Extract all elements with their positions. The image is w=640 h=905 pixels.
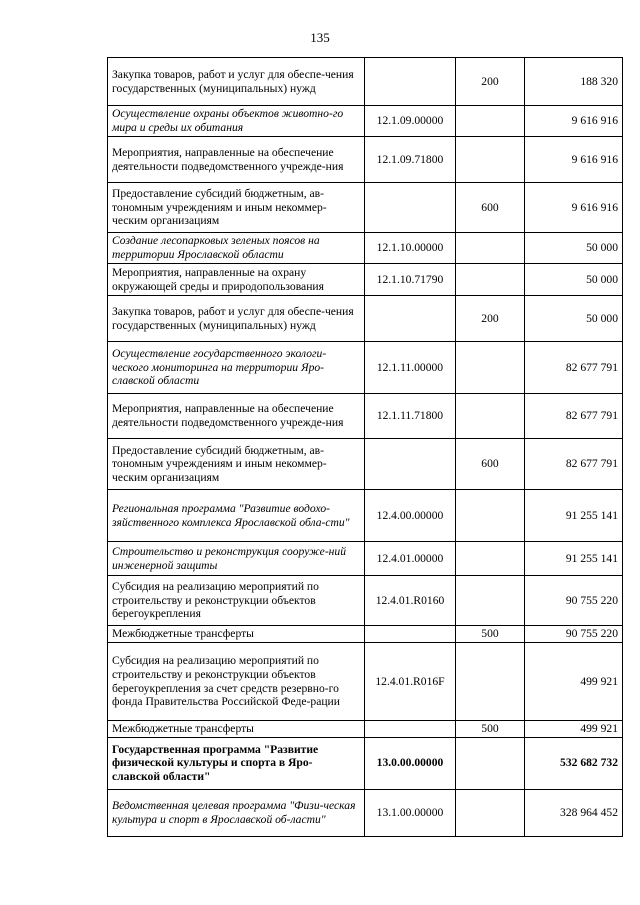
row-name: Государственная программа "Развитие физической культуры и спорта в Яро-славской области" [112, 742, 319, 783]
table-row [108, 296, 623, 342]
row-name: Мероприятия, направленные на обеспечение деятельности подведомственного учрежде-ния [112, 402, 344, 429]
row-sum: 188 320 [525, 58, 623, 106]
row-name: Осуществление государственного экологи-ческого мониторинга на территории Яро-славской области [112, 347, 327, 388]
table-row [108, 183, 623, 233]
row-sum: 50 000 [525, 233, 623, 264]
table-row [108, 626, 623, 643]
row-name: Субсидия на реализацию мероприятий по строительству и реконструкции объектов берегоукрепления за счет средств резервно-го фонда Правительства Российской Феде-рации [112, 654, 340, 709]
row-expense-type [456, 643, 525, 721]
row-sum: 82 677 791 [525, 342, 623, 394]
row-name-cell [108, 58, 365, 106]
row-name-cell [108, 264, 365, 296]
row-sum: 328 964 452 [525, 789, 623, 836]
row-expense-type: 500 [456, 626, 525, 643]
row-expense-type [456, 576, 525, 626]
row-name-cell [108, 439, 365, 490]
row-name-cell [108, 490, 365, 542]
row-expense-type [456, 789, 525, 836]
row-name: Межбюджетные трансферты [112, 627, 254, 641]
row-expense-type [456, 106, 525, 137]
row-name: Субсидия на реализацию мероприятий по строительству и реконструкции объектов берегоукрепления [112, 580, 319, 621]
row-code: 12.4.01.00000 [365, 542, 456, 576]
row-name-cell [108, 342, 365, 394]
row-name: Предоставление субсидий бюджетным, ав-тономным учреждениям и иным некоммер-ческим организациям [112, 187, 327, 228]
row-name-cell [108, 296, 365, 342]
row-expense-type [456, 737, 525, 789]
row-code [365, 183, 456, 233]
row-expense-type: 500 [456, 721, 525, 738]
budget-table-body [108, 58, 623, 837]
row-name-cell [108, 542, 365, 576]
table-row [108, 490, 623, 542]
row-name-cell [108, 106, 365, 137]
table-row [108, 264, 623, 296]
row-name-cell [108, 737, 365, 789]
row-expense-type: 200 [456, 58, 525, 106]
table-row [108, 342, 623, 394]
row-name-cell [108, 576, 365, 626]
row-expense-type [456, 264, 525, 296]
budget-table [107, 57, 623, 837]
row-expense-type [456, 490, 525, 542]
row-sum: 90 755 220 [525, 626, 623, 643]
row-name: Межбюджетные трансферты [112, 722, 254, 735]
table-row [108, 439, 623, 490]
row-code: 13.0.00.00000 [365, 737, 456, 789]
row-name: Предоставление субсидий бюджетным, ав-тономным учреждениям и иным некоммер-ческим организациям [112, 443, 327, 484]
row-name: Региональная программа "Развитие водохо-зяйственного комплекса Ярославской обла-сти" [112, 501, 350, 529]
row-code: 12.4.01.R0160 [365, 576, 456, 626]
table-row [108, 233, 623, 264]
row-name: Ведомственная целевая программа "Физи-ческая культура и спорт в Ярославской об-ласти" [112, 799, 356, 826]
row-code: 12.1.10.00000 [365, 233, 456, 264]
row-name: Закупка товаров, работ и услуг для обеспе-чения государственных (муниципальных) нужд [112, 67, 354, 95]
row-expense-type: 600 [456, 183, 525, 233]
row-code [365, 439, 456, 490]
row-name: Осуществление охраны объектов животно-го мира и среды их обитания [112, 107, 344, 134]
row-name-cell [108, 721, 365, 738]
row-sum: 91 255 141 [525, 542, 623, 576]
row-code [365, 296, 456, 342]
row-sum: 9 616 916 [525, 137, 623, 183]
row-sum: 82 677 791 [525, 394, 623, 439]
row-expense-type [456, 542, 525, 576]
table-row [108, 106, 623, 137]
row-sum: 9 616 916 [525, 183, 623, 233]
row-sum: 532 682 732 [525, 737, 623, 789]
row-expense-type [456, 233, 525, 264]
row-sum: 50 000 [525, 296, 623, 342]
table-row [108, 542, 623, 576]
table-row [108, 737, 623, 789]
row-code [365, 626, 456, 643]
row-sum: 499 921 [525, 643, 623, 721]
row-expense-type [456, 394, 525, 439]
row-name-cell [108, 643, 365, 721]
row-expense-type [456, 342, 525, 394]
row-sum: 499 921 [525, 721, 623, 738]
row-sum: 91 255 141 [525, 490, 623, 542]
row-sum: 90 755 220 [525, 576, 623, 626]
table-row [108, 576, 623, 626]
row-name: Строительство и реконструкция сооруже-ний инженерной защиты [112, 544, 347, 572]
row-name: Создание лесопарковых зеленых поясов на территории Ярославской области [112, 234, 320, 261]
row-name: Закупка товаров, работ и услуг для обеспе-чения государственных (муниципальных) нужд [112, 304, 354, 332]
page-number: 135 [310, 30, 330, 45]
row-expense-type: 200 [456, 296, 525, 342]
table-row [108, 721, 623, 738]
row-name-cell [108, 789, 365, 836]
row-code: 12.4.01.R016F [365, 643, 456, 721]
row-code: 12.1.11.71800 [365, 394, 456, 439]
row-code [365, 58, 456, 106]
row-sum: 9 616 916 [525, 106, 623, 137]
row-name-cell [108, 394, 365, 439]
row-name-cell [108, 183, 365, 233]
row-code [365, 721, 456, 738]
row-code: 13.1.00.00000 [365, 789, 456, 836]
row-code: 12.1.10.71790 [365, 264, 456, 296]
row-expense-type [456, 137, 525, 183]
table-row [108, 789, 623, 836]
row-name: Мероприятия, направленные на обеспечение деятельности подведомственного учрежде-ния [112, 145, 344, 173]
row-code: 12.1.11.00000 [365, 342, 456, 394]
row-sum: 50 000 [525, 264, 623, 296]
row-name-cell [108, 233, 365, 264]
row-sum: 82 677 791 [525, 439, 623, 490]
row-name: Мероприятия, направленные на охрану окружающей среды и природопользования [112, 265, 324, 293]
row-code: 12.1.09.00000 [365, 106, 456, 137]
table-row [108, 394, 623, 439]
table-row [108, 643, 623, 721]
table-row [108, 58, 623, 106]
row-name-cell [108, 137, 365, 183]
row-code: 12.4.00.00000 [365, 490, 456, 542]
row-name-cell [108, 626, 365, 643]
row-code: 12.1.09.71800 [365, 137, 456, 183]
table-row [108, 137, 623, 183]
row-expense-type: 600 [456, 439, 525, 490]
